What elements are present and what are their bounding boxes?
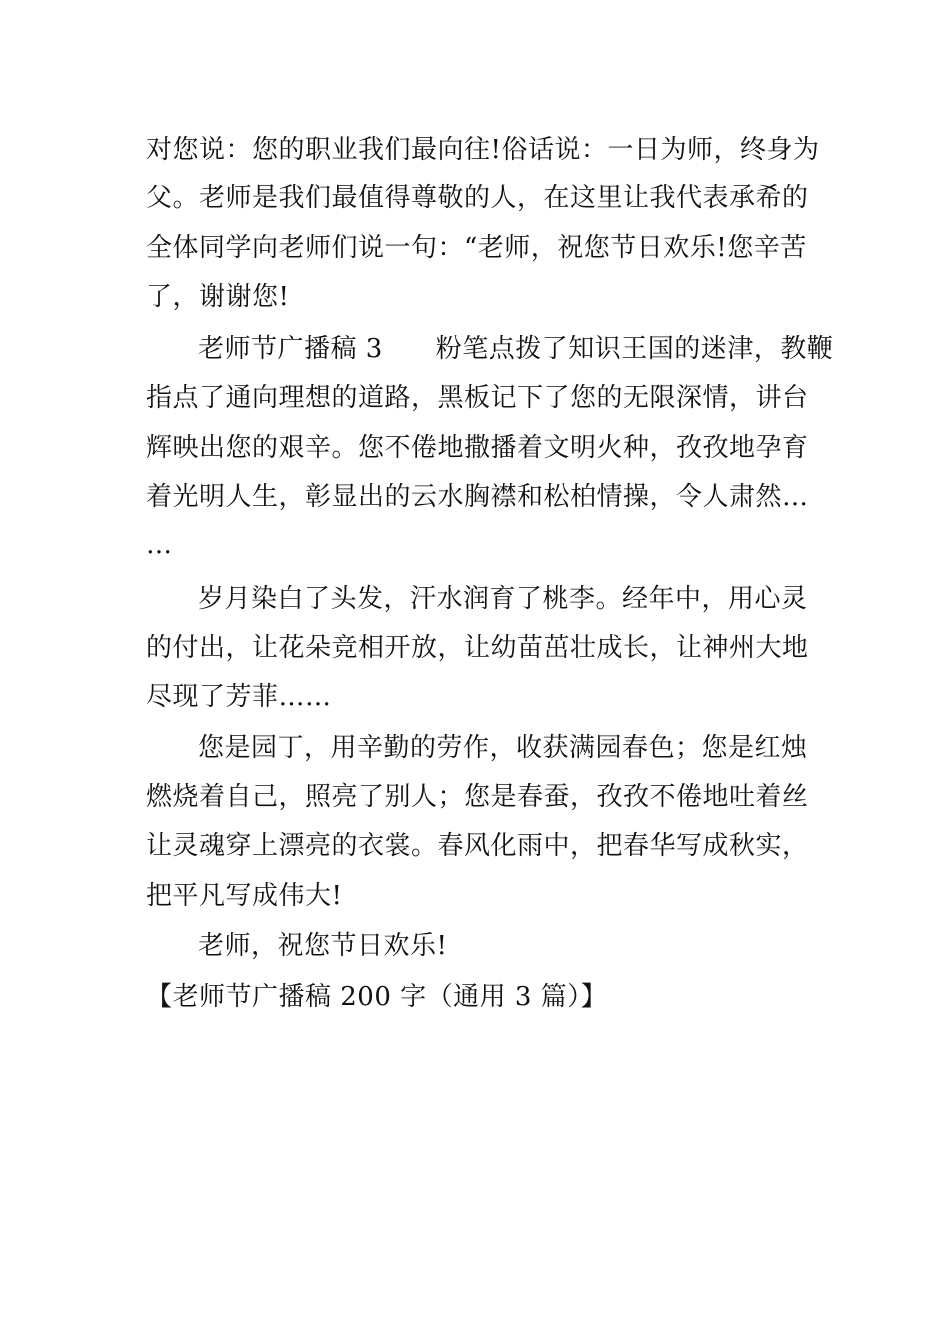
section-heading-line: 老师节广播稿 3 粉笔点拨了知识王国的迷津，教鞭	[198, 334, 834, 364]
text-line: 老师，祝您节日欢乐!	[198, 931, 448, 961]
text-line: 了，谢谢您!	[146, 282, 290, 312]
text-line: 父。老师是我们最值得尊敬的人，在这里让我代表承希的	[146, 183, 809, 213]
text-line: 对您说：您的职业我们最向往!俗话说：一日为师，终身为	[146, 135, 820, 165]
text-line: …	[146, 530, 173, 560]
text-line: 让灵魂穿上漂亮的衣裳。春风化雨中，把春华写成秋实，	[146, 831, 809, 861]
text-line: 您是园丁，用辛勤的劳作，收获满园春色；您是红烛	[198, 733, 808, 763]
text-line: 全体同学向老师们说一句：“老师，祝您节日欢乐!您辛苦	[146, 233, 807, 263]
document-title-line: 【老师节广播稿 200 字（通用 3 篇）】	[146, 982, 608, 1012]
text-line: 燃烧着自己，照亮了别人；您是春蚕，孜孜不倦地吐着丝	[146, 782, 809, 812]
text-line: 把平凡写成伟大!	[146, 881, 343, 911]
text-line: 指点了通向理想的道路，黑板记下了您的无限深情，讲台	[146, 383, 809, 413]
text-line: 辉映出您的艰辛。您不倦地撒播着文明火种，孜孜地孕育	[146, 433, 809, 463]
text-line: 的付出，让花朵竞相开放，让幼苗茁壮成长，让神州大地	[146, 633, 809, 663]
text-line: 着光明人生，彰显出的云水胸襟和松柏情操，令人肃然…	[146, 482, 809, 512]
text-line: 岁月染白了头发，汗水润育了桃李。经年中，用心灵	[198, 584, 808, 614]
text-line: 尽现了芳菲……	[146, 682, 332, 712]
